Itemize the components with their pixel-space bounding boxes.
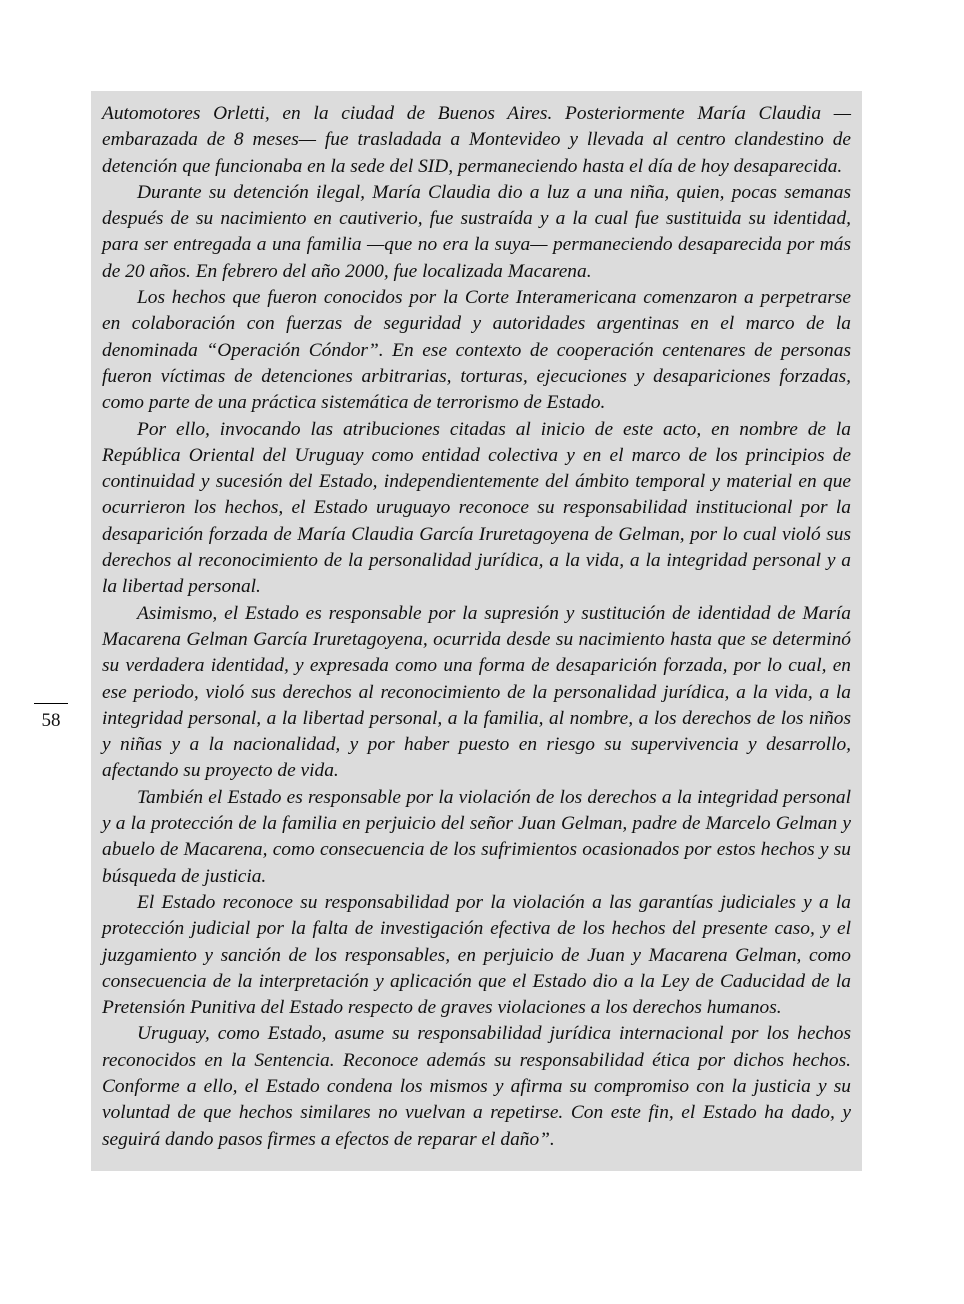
paragraph-identity-suppression: Asimismo, el Estado es responsable por la supresión y sustitución de identidad de María Macarena Gelman García Iruretagoyena, ocurrida desde su nacimiento hasta que se determinó su verdadera identidad, y expresada como una forma de desaparición forzada, por lo cual, en ese periodo, violó sus derechos al reconocimiento de la personalidad jurídica, a la vida, a la integridad personal, a la libertad personal, a la familia, al nombre, a los derechos de los niños y niñas y a la nacionalidad, y por haber puesto en riesgo su supervivencia y desarrollo, afectando su proyecto de vida.	[102, 602, 851, 782]
paragraph-judicial-guarantees: El Estado reconoce su responsabilidad por la violación a las garantías judiciales y a la protección judicial por la falta de investigación efectiva de los hechos del presente caso, y el juzgamiento y sanción de los responsables, en perjuicio de Juan y Macarena Gelman, como consecuencia de la interpretación y aplicación que el Estado dio a la Ley de Caducidad de la Pretensión Punitiva del Estado respecto de graves violaciones a los derechos humanos.	[102, 891, 851, 1019]
page-number-rule	[34, 703, 68, 704]
paragraph-state-responsibility: Por ello, invocando las atribuciones citadas al inicio de este acto, en nombre de la República Oriental del Uruguay como entidad colectiva y en el marco de los principios de continuidad y sucesión del Estado, independientemente del ámbito temporal y material en que ocurrieron los hechos, el Estado uruguayo reconoce su responsabilidad institucional por la desaparición forzada de María Claudia García Iruretagoyena de Gelman, por lo cual violó sus derechos al reconocimiento de la personalidad jurídica, a la vida, a la integridad personal y a la libertad personal.	[102, 418, 851, 598]
paragraph-continuation: Automotores Orletti, en la ciudad de Buenos Aires. Posteriormente María Claudia —embarazada de 8 meses— fue trasladada a Montevideo y llevada al centro clandestino de detención que funcionaba en la sede del SID, permaneciendo hasta el día de hoy desaparecida.	[102, 103, 851, 177]
page-number-block	[34, 703, 68, 732]
paragraph-detention: Durante su detención ilegal, María Claudia dio a luz a una niña, quien, pocas semanas después de su nacimiento en cautiverio, fue sustraída y a la cual fue sustituida su identidad, para ser entregada a una familia —que no era la suya— permaneciendo desaparecida por más de 20 años. En febrero del año 2000, fue localizada Macarena.	[102, 181, 851, 282]
page-number: 58	[41, 710, 61, 731]
quoted-declaration-box	[91, 91, 862, 1171]
quoted-declaration-text	[102, 101, 851, 1153]
paragraph-operacion-condor: Los hechos que fueron conocidos por la Corte Interamericana comenzaron a perpetrarse en colaboración con fuerzas de seguridad y autoridades argentinas en el marco de la denominada “Operación Cóndor”. En ese contexto de cooperación centenares de personas fueron víctimas de detenciones arbitrarias, torturas, ejecuciones y desapariciones forzadas, como parte de una práctica sistemática de terrorismo de Estado.	[102, 287, 851, 414]
paragraph-international-responsibility: Uruguay, como Estado, asume su responsabilidad jurídica internacional por los hechos reconocidos en la Sentencia. Reconoce además su responsabilidad ética por dichos hechos. Conforme a ello, el Estado condena los mismos y afirma su compromiso con la justicia y su voluntad de que hechos similares no vuelvan a repetirse. Con este fin, el Estado ha dado, y seguirá dando pasos firmes a efectos de reparar el daño”.	[102, 1023, 851, 1150]
paragraph-juan-gelman: También el Estado es responsable por la violación de los derechos a la integridad personal y a la protección de la familia en perjuicio del señor Juan Gelman, padre de Marcelo Gelman y abuelo de Macarena, como consecuencia de los sufrimientos ocasionados por estos hechos y su búsqueda de justicia.	[102, 786, 851, 887]
